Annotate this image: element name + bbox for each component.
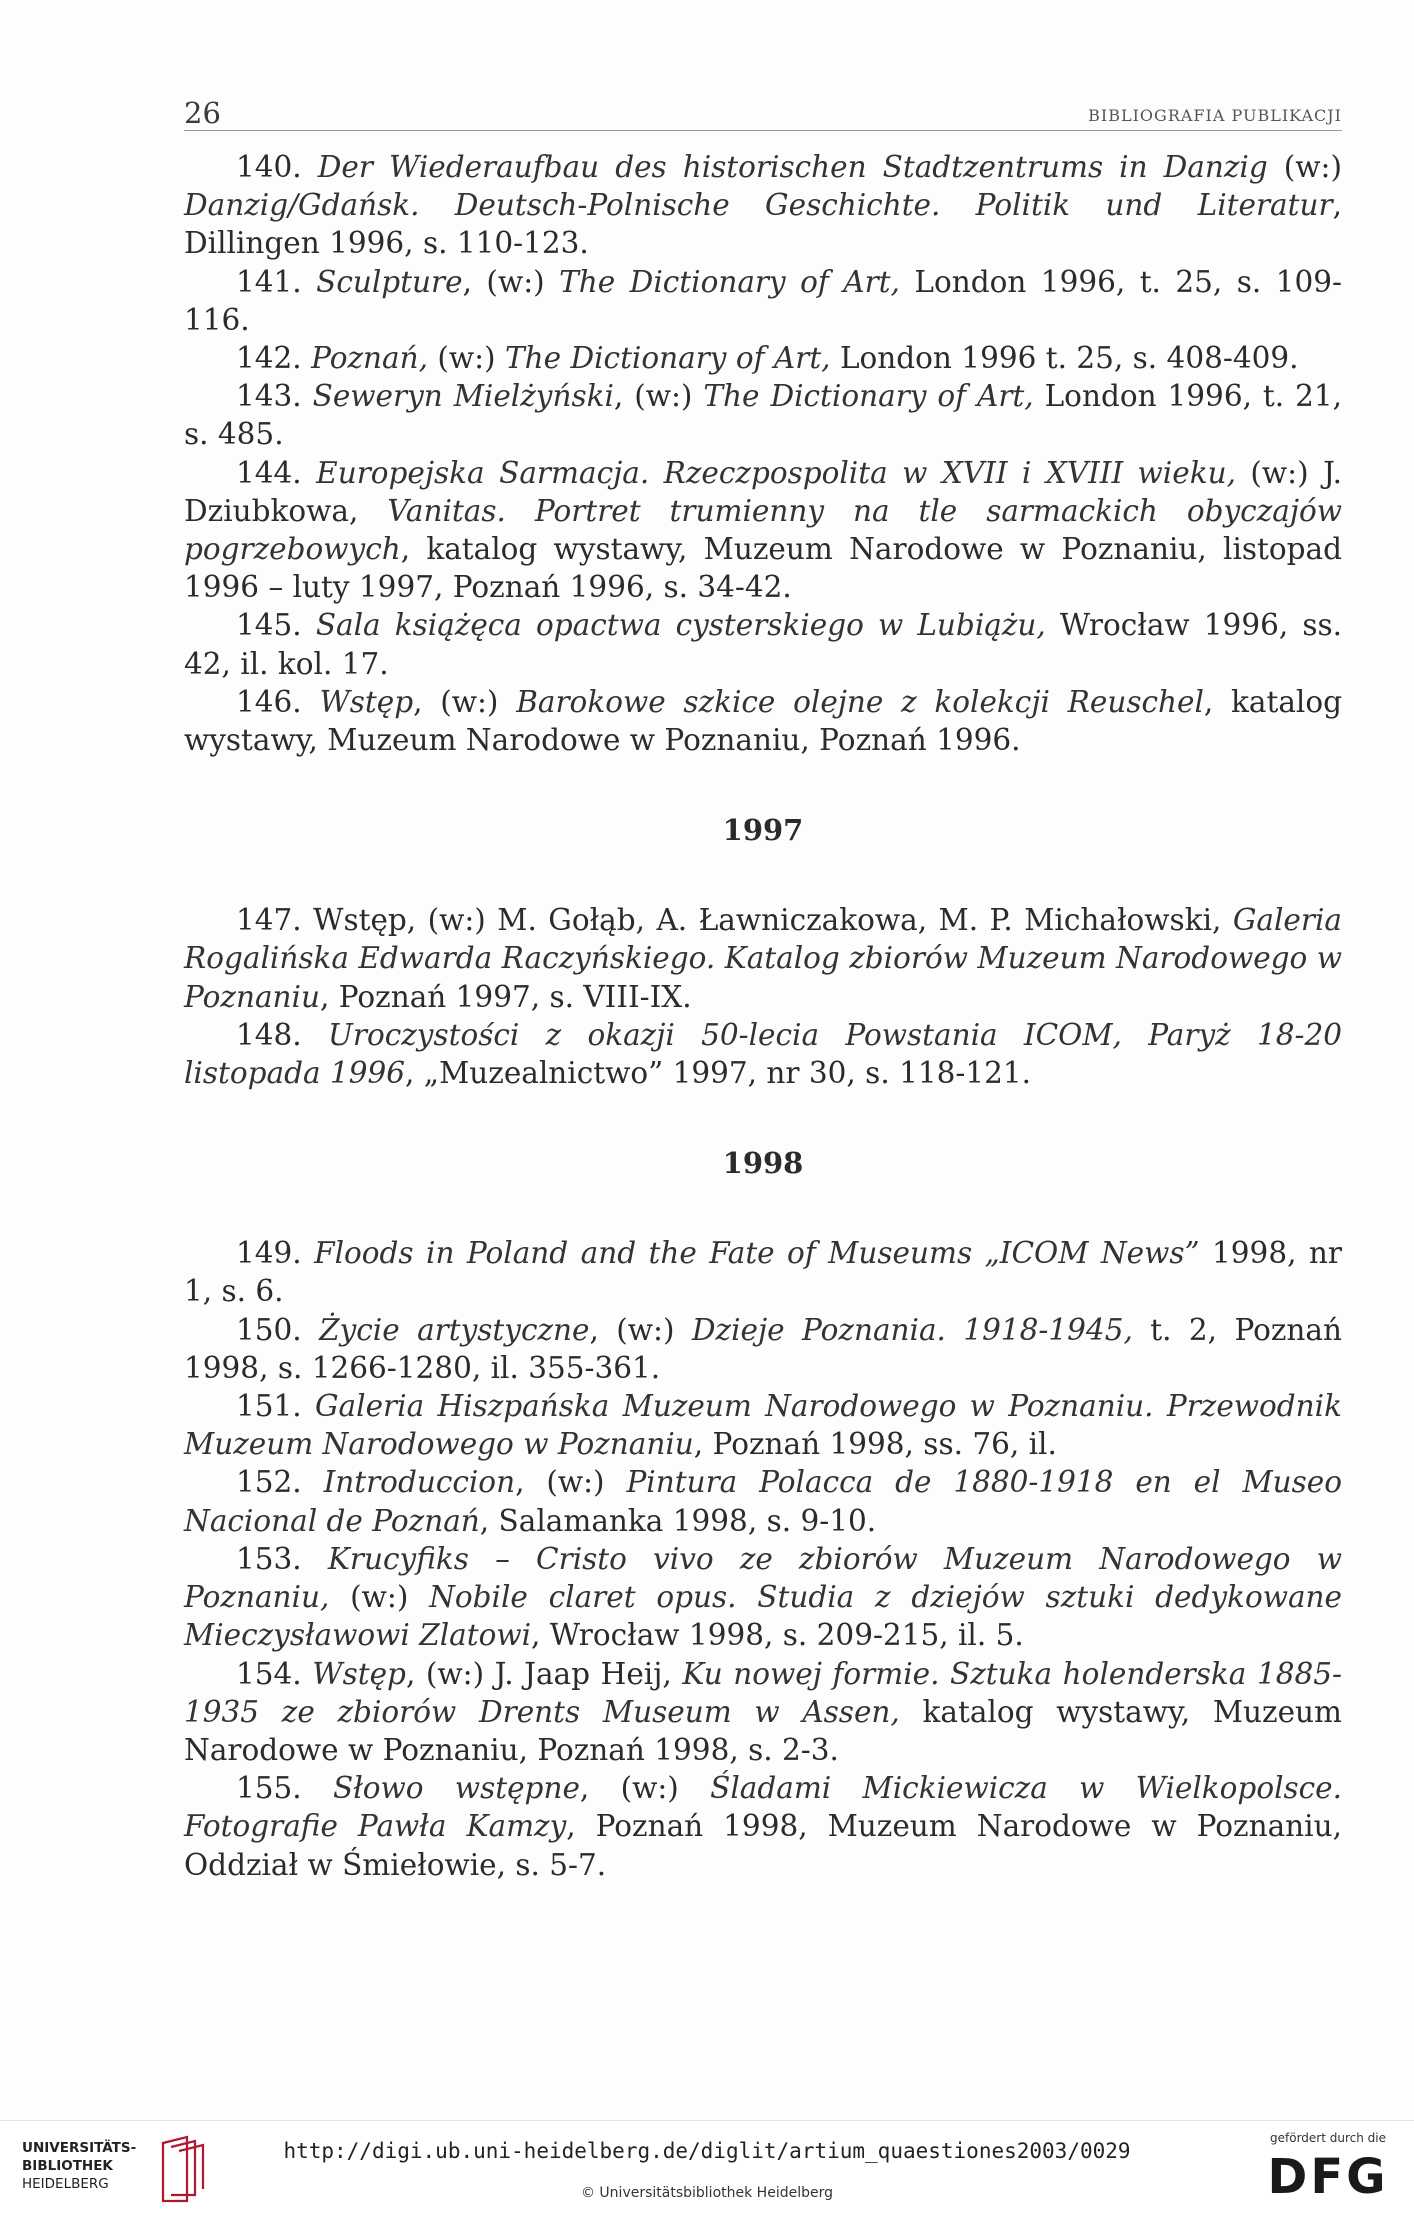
entry-text: 143. bbox=[236, 379, 313, 414]
entry-text: , „Muzealnictwo” 1997, nr 30, s. 118-121. bbox=[405, 1056, 1032, 1091]
bibliography-body bbox=[184, 148, 1342, 1884]
entry-text: London 1996, t. 25, s. 109-116. bbox=[184, 264, 1342, 337]
bibliography-entry bbox=[184, 1463, 1342, 1539]
bibliography-entry bbox=[184, 606, 1342, 682]
entry-text: , katalog wystawy, Muzeum Narodowe w Poznaniu, Poznań 1996. bbox=[184, 684, 1342, 758]
entry-title-text: Wstęp bbox=[312, 1656, 406, 1691]
entry-text: Wrocław 1996, ss. 42, il. kol. 17. bbox=[184, 608, 1343, 681]
entry-title-text: Galeria Rogalińska Edwarda Raczyńskiego. Katalog zbiorów Muzeum Narodowego w Poznaniu bbox=[184, 903, 1342, 1014]
entry-title-text: The Dictionary of Art, bbox=[559, 264, 900, 299]
entry-text: , katalog wystawy, Muzeum Narodowe w Poznaniu, listopad 1996 – luty 1997, Poznań 1996, s. 34-42. bbox=[184, 532, 1342, 605]
bibliography-entry bbox=[184, 1311, 1342, 1387]
funding-note: gefördert durch die bbox=[1270, 2131, 1386, 2145]
entry-text: 155. bbox=[236, 1771, 333, 1806]
entry-text: 151. bbox=[236, 1389, 315, 1424]
entry-text: katalog wystawy, Muzeum Narodowe w Poznaniu, Poznań 1998, s. 2-3. bbox=[184, 1694, 1342, 1767]
entry-title-text: Wstęp bbox=[319, 684, 414, 719]
entry-title-text: Vanitas. Portret trumienny na tle sarmackich obyczajów pogrzebowych bbox=[184, 493, 1342, 567]
library-name-line2: BIBLIOTHEK bbox=[22, 2158, 113, 2174]
permalink-link[interactable]: http://digi.ub.uni-heidelberg.de/diglit/artium_quaestiones2003/0029 bbox=[283, 2139, 1131, 2163]
entry-text: 142. bbox=[236, 341, 312, 376]
entry-title-text: The Dictionary of Art, bbox=[703, 379, 1034, 414]
entry-text: , Dillingen 1996, s. 110-123. bbox=[184, 188, 1342, 261]
entry-title-text: Der Wiederaufbau des historischen Stadtzentrums in Danzig bbox=[317, 150, 1268, 184]
entry-text: , (w:) bbox=[589, 1312, 692, 1347]
entry-title-text: Pintura Polacca de 1880-1918 en el Museo Nacional de Poznań bbox=[184, 1465, 1343, 1538]
entry-title-text: Życie artystyczne bbox=[319, 1312, 590, 1347]
entry-text: 146. bbox=[236, 684, 320, 719]
entry-text: 141. bbox=[236, 264, 317, 299]
entry-title-text: Seweryn Mielżyński bbox=[312, 379, 614, 414]
entry-title-text: Nobile claret opus. Studia z dziejów sztuki dedykowane Mieczysławowi Zlatowi bbox=[184, 1580, 1342, 1653]
entry-text: , (w:) bbox=[613, 379, 704, 414]
entry-text: , Poznań 1997, s. VIII-IX. bbox=[319, 979, 692, 1014]
entry-text: 154. bbox=[236, 1656, 313, 1691]
entry-text: , (w:) bbox=[579, 1771, 711, 1806]
bibliography-entry bbox=[184, 377, 1342, 453]
entry-title-text: Introduccion bbox=[323, 1465, 516, 1500]
entry-text: , Salamanka 1998, s. 9-10. bbox=[479, 1503, 877, 1538]
entry-text: 152. bbox=[236, 1465, 324, 1500]
entry-text: 144. bbox=[236, 455, 317, 490]
entry-text: , (w:) bbox=[462, 264, 560, 299]
entry-text: 148. bbox=[236, 1017, 328, 1052]
entry-title-text: Europejska Sarmacja. Rzeczpospolita w XVII i XVIII wieku, bbox=[316, 455, 1236, 490]
entry-text: 147. Wstęp, (w:) M. Gołąb, A. Ławniczakowa, M. P. Michałowski, bbox=[236, 903, 1233, 938]
entry-title-text: Krucyfiks – Cristo vivo ze zbiorów Muzeum Narodowego w Poznaniu, bbox=[184, 1541, 1343, 1615]
entry-title-text: Śladami Mickiewicza w Wielkopolsce. Fotografie Pawła Kamzy bbox=[184, 1771, 1343, 1844]
entry-title-text: Uroczystości z okazji 50-lecia Powstania ICOM, Paryż 18-20 listopada 1996 bbox=[184, 1017, 1342, 1091]
digitization-footer bbox=[0, 2120, 1414, 2219]
entry-text: London 1996 t. 25, s. 408-409. bbox=[830, 341, 1299, 376]
bibliography-entry bbox=[184, 263, 1342, 339]
entry-title-text: Galeria Hiszpańska Muzeum Narodowego w Poznaniu. Przewodnik Muzeum Narodowego w Poznaniu bbox=[184, 1389, 1342, 1462]
page-number: 26 bbox=[184, 96, 221, 130]
entry-text: (w:) bbox=[1267, 150, 1342, 184]
entry-title-text: Słowo wstępne bbox=[333, 1771, 580, 1806]
running-title: BIBLIOGRAFIA PUBLIKACJI bbox=[1088, 106, 1342, 125]
bibliography-entry bbox=[184, 454, 1342, 607]
entry-text: , (w:) bbox=[515, 1465, 627, 1500]
bibliography-entry bbox=[184, 148, 1342, 263]
bibliography-entry bbox=[184, 1234, 1342, 1310]
copyright-notice: © Universitätsbibliothek Heidelberg bbox=[580, 2185, 833, 2201]
page-header bbox=[184, 90, 1342, 131]
dfg-wordmark: DFG bbox=[1267, 2149, 1389, 2205]
entry-text: , Poznań 1998, Muzeum Narodowe w Poznaniu, Oddział w Śmiełowie, s. 5-7. bbox=[184, 1809, 1342, 1882]
year-heading: 1998 bbox=[722, 1146, 804, 1181]
entry-title-text: The Dictionary of Art, bbox=[504, 341, 831, 376]
bibliography-entry bbox=[184, 901, 1342, 1016]
entry-text: 150. bbox=[236, 1312, 320, 1347]
bibliography-entry bbox=[184, 339, 1342, 377]
bibliography-entry bbox=[184, 1016, 1342, 1092]
bibliography-entry bbox=[184, 1655, 1342, 1770]
library-name-line1: UNIVERSITÄTS- bbox=[22, 2140, 137, 2156]
bibliography-entry bbox=[184, 1387, 1342, 1463]
entry-title-text: Ku nowej formie. Sztuka holenderska 1885-1935 ze zbiorów Drents Museum w Assen, bbox=[184, 1656, 1342, 1729]
entry-text: , Poznań 1998, ss. 76, il. bbox=[693, 1427, 1057, 1462]
entry-text: 149. bbox=[236, 1236, 315, 1271]
entry-text: 1998, nr 1, s. 6. bbox=[184, 1236, 1343, 1309]
entry-text: , (w:) J. Jaap Heij, bbox=[405, 1656, 683, 1691]
entry-text: 153. bbox=[236, 1541, 328, 1576]
entry-title-text: Sala książęca opactwa cysterskiego w Lubiążu, bbox=[315, 608, 1046, 643]
entry-text: 140. bbox=[236, 150, 318, 184]
entry-title-text: Danzig/Gdańsk. Deutsch-Polnische Geschichte. Politik und Literatur bbox=[184, 188, 1333, 223]
entry-title-text: Floods in Poland and the Fate of Museums „ICOM News” bbox=[314, 1236, 1200, 1271]
entry-text: 145. bbox=[236, 608, 316, 643]
entry-text: (w:) J. Dziubkowa, bbox=[184, 455, 1342, 528]
entry-text: , (w:) bbox=[413, 684, 517, 719]
bibliography-entry bbox=[184, 683, 1342, 759]
entry-title-text: Sculpture bbox=[316, 264, 463, 299]
dfg-logo bbox=[1258, 2131, 1398, 2211]
bibliography-entry bbox=[184, 1769, 1342, 1884]
entry-title-text: Dzieje Poznania. 1918-1945, bbox=[691, 1312, 1133, 1347]
entry-title-text: Barokowe szkice olejne z kolekcji Reuschel bbox=[516, 684, 1204, 719]
entry-text: (w:) bbox=[329, 1580, 430, 1615]
year-heading: 1997 bbox=[722, 813, 804, 848]
entry-text: (w:) bbox=[427, 341, 505, 376]
entry-text: , Wrocław 1998, s. 209-215, il. 5. bbox=[531, 1618, 1024, 1653]
entry-text: London 1996, t. 21, s. 485. bbox=[184, 379, 1342, 452]
library-name-line3: HEIDELBERG bbox=[22, 2176, 109, 2192]
bibliography-entry bbox=[184, 1540, 1342, 1655]
entry-title-text: Poznań, bbox=[311, 341, 428, 376]
entry-text: t. 2, Poznań 1998, s. 1266-1280, il. 355-361. bbox=[184, 1312, 1342, 1385]
